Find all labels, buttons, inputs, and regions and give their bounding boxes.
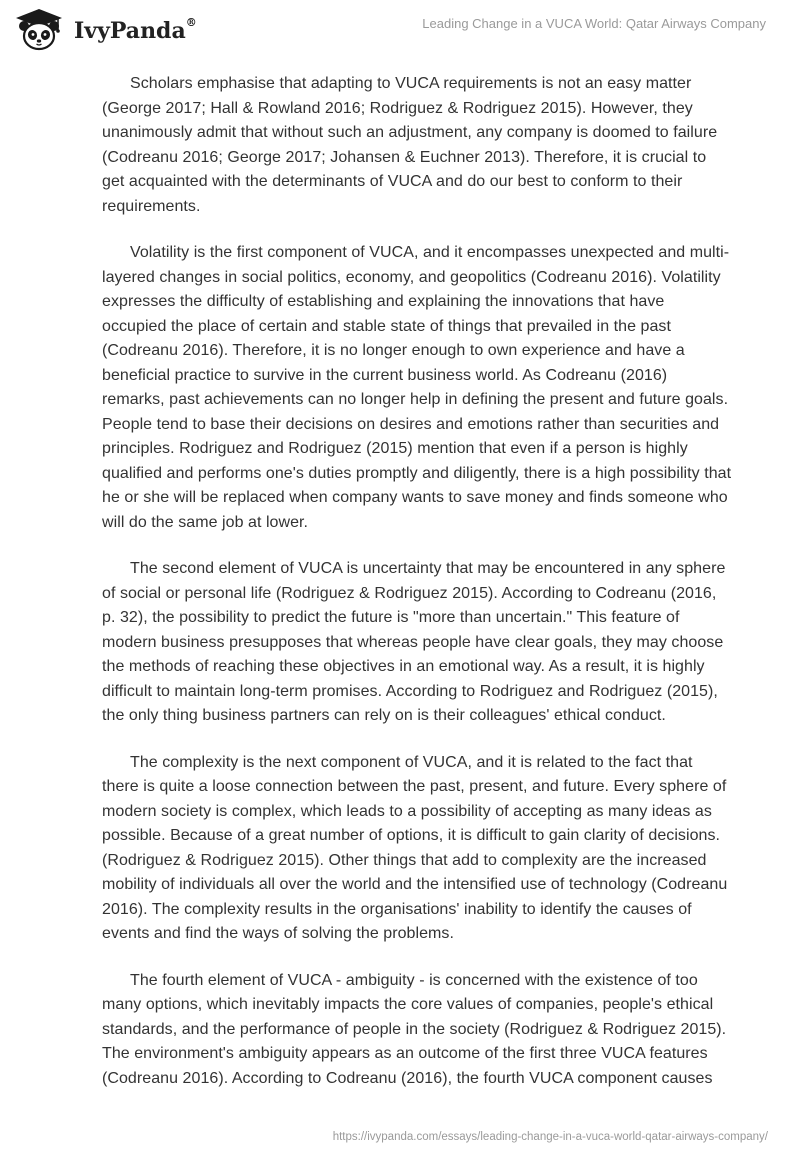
- logo-wordmark: [74, 18, 197, 44]
- paragraph-vuca-intro: Scholars emphasise that adapting to VUCA requirements is not an easy matter (George 2017; Hall & Rowland 2016; Rodriguez & Rodriguez 2015). However, they unanimously admit that without such an adjustment, any company is doomed to failure (Codreanu 2016; George 2017; Johansen & Euchner 2013). Therefore, it is crucial to get acquainted with the determinants of VUCA and do our best to conform to their requirements.: [102, 75, 718, 215]
- panda-graduate-icon: [10, 6, 68, 52]
- ivypanda-logo[interactable]: [10, 6, 197, 52]
- essay-body: [102, 72, 732, 1113]
- paragraph-complexity: The complexity is the next component of VUCA, and it is related to the fact that there is quite a loose connection between the past, present, and future. Every sphere of modern society is complex, which leads to a possibility of accepting as many ideas as possible. Because of a great number of options, it is difficult to gain clarity of decisions. (Rodriguez & Rodriguez 2015). Other things that add to complexity are the increased mobility of individuals all over the world and the intensified use of technology (Codreanu 2016). The complexity results in the organisations' inability to identify the causes of events and find the ways of solving the problems.: [102, 753, 728, 942]
- document-title: Leading Change in a VUCA World: Qatar Airways Company: [422, 16, 766, 31]
- page-header: [0, 0, 800, 60]
- logo-text: IvyPanda: [74, 18, 186, 44]
- paragraph-ambiguity: The fourth element of VUCA - ambiguity - is concerned with the existence of too many options, which inevitably impacts the core values of companies, people's ethical standards, and the performance of people in the society (Rodriguez & Rodriguez 2015). The environment's ambiguity appears as an outcome of the first three VUCA features (Codreanu 2016). According to Codreanu (2016), the fourth VUCA component causes: [102, 971, 727, 1087]
- paragraph-uncertainty: The second element of VUCA is uncertainty that may be encountered in any sphere of social or personal life (Rodriguez & Rodriguez 2015). According to Codreanu (2016, p. 32), the possibility to predict the future is "more than uncertain." This feature of modern business presupposes that whereas people have clear goals, they may choose the methods of reaching these objectives in an emotional way. As a result, it is highly difficult to maintain long-term promises. According to Rodriguez and Rodriguez (2015), the only thing business partners can rely on is their colleagues' ethical conduct.: [102, 560, 726, 724]
- source-url[interactable]: https://ivypanda.com/essays/leading-change-in-a-vuca-world-qatar-airways-company/: [332, 1131, 768, 1143]
- registered-mark: ®: [185, 16, 197, 29]
- paragraph-volatility: Volatility is the first component of VUCA, and it encompasses unexpected and multi-layered changes in social politics, economy, and geopolitics (Codreanu 2016). Volatility expresses the difficulty of establishing and explaining the innovations that have occupied the place of certain and stable state of things that prevailed in the past (Codreanu 2016). Therefore, it is no longer enough to own experience and have a beneficial practice to survive in the current business world. As Codreanu (2016) remarks, past achievements can no longer help in defining the present and future goals. People tend to base their decisions on desires and emotions rather than securities and principles. Rodriguez and Rodriguez (2015) mention that even if a person is highly qualified and performs one's duties promptly and diligently, there is a high possibility that he or she will be replaced when company wants to save money and finds someone who will do the same job at lower.: [102, 244, 732, 531]
